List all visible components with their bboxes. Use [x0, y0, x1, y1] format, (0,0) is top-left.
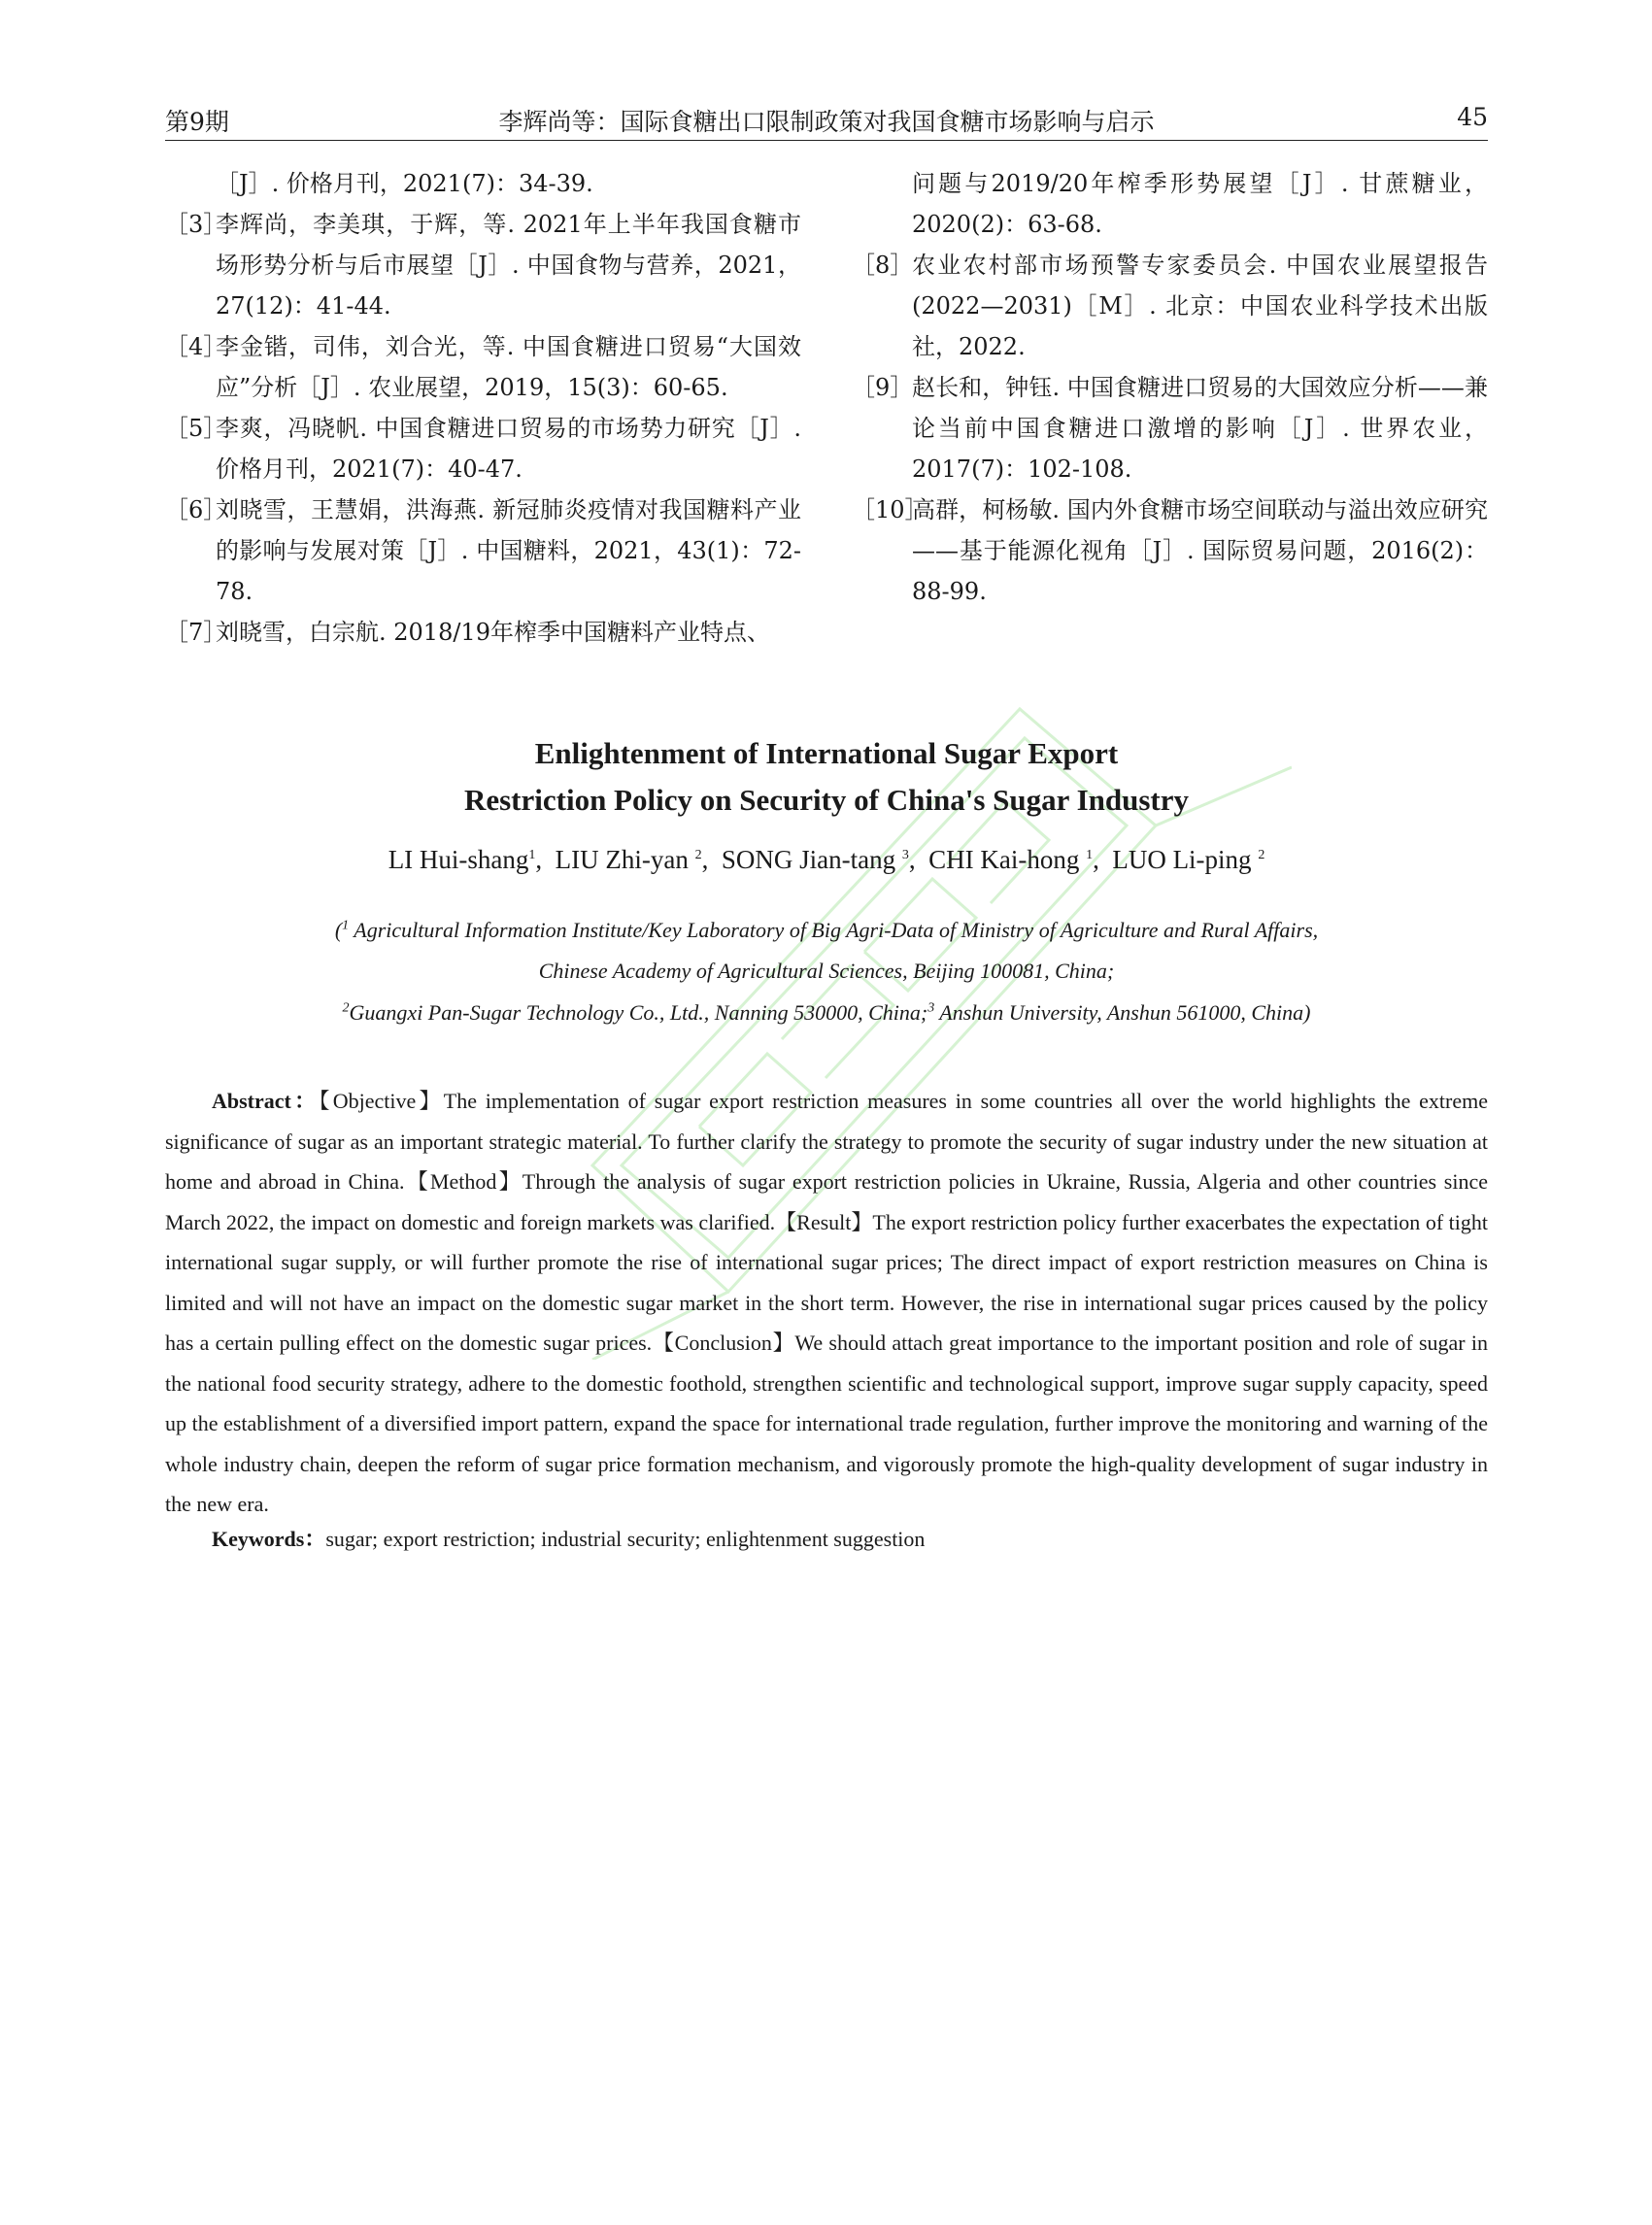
references-right-column	[852, 163, 1488, 612]
affiliation-text: Anshun University, Anshun 561000, China)	[939, 1000, 1311, 1025]
reference-item	[165, 408, 801, 489]
reference-number: ［10］	[852, 496, 928, 523]
reference-text: ［J］. 价格月刊，2021(7)：34-39.	[216, 170, 593, 197]
affiliation-text: Guangxi Pan-Sugar Technology Co., Ltd., Nanning 530000, China;	[349, 1000, 928, 1025]
reference-item	[852, 245, 1488, 367]
affiliation-mark: 3	[927, 1000, 935, 1016]
author-name: LIU Zhi-yan	[555, 845, 689, 874]
reference-number: ［5］	[165, 415, 227, 442]
running-header	[165, 97, 1488, 141]
reference-item	[165, 326, 801, 408]
affiliation-text: Agricultural Information Institute/Key Laboratory of Big Agri-Data of Ministry of Agriculture and Rural Affairs,	[354, 918, 1319, 942]
author-name: LI Hui-shang	[388, 845, 529, 874]
reference-text: 赵长和，钟钰. 中国食糖进口贸易的大国效应分析——兼论当前中国食糖进口激增的影响［J］. 世界农业，2017(7)：102-108.	[912, 374, 1488, 483]
affiliation-mark: 1	[342, 918, 350, 933]
reference-item	[852, 489, 1488, 612]
reference-item	[165, 612, 801, 653]
page-number: 45	[1457, 103, 1488, 131]
author-affiliation-mark: 2	[694, 848, 702, 862]
reference-text: 李爽，冯晓帆. 中国食糖进口贸易的市场势力研究［J］. 价格月刊，2021(7)：40-47.	[216, 415, 801, 483]
reference-number: ［9］	[852, 374, 914, 401]
issue-label: 第9期	[165, 108, 229, 136]
author-affiliation-mark: 2	[1258, 848, 1265, 862]
reference-number: ［6］	[165, 496, 227, 523]
reference-text: 问题与2019/20年榨季形势展望［J］. 甘蔗糖业，2020(2)：63-68.	[912, 170, 1488, 238]
affiliation-line	[165, 959, 1488, 984]
reference-number: ［4］	[165, 333, 227, 360]
abstract-label: Abstract：	[212, 1089, 320, 1113]
keywords-label: Keywords：	[212, 1527, 326, 1551]
reference-number: ［7］	[165, 619, 227, 646]
reference-text: 刘晓雪，王慧娟，洪海燕. 新冠肺炎疫情对我国糖料产业的影响与发展对策［J］. 中国糖料，2021，43(1)：72-78.	[216, 496, 801, 605]
abstract-text: 【Objective】The implementation of sugar export restriction measures in some countries all over the world highlights the extreme significance of sugar as an important strategic material. To further clarify the strategy to promote the security of sugar industry under the new situation at home and abroad in China.【Method】Through the analysis of sugar export restriction policies in Ukraine, Russia, Algeria and other countries since March 2022, the impact on domestic and foreign markets was clarified.【Result】The export restriction policy further exacerbates the expectation of tight international sugar supply, or will further promote the rise of international sugar prices; The direct impact of export restriction measures on China is limited and will not have an impact on the domestic sugar market in the short term. However, the rise in international sugar prices caused by the policy has a certain pulling effect on the domestic sugar prices.【Conclusion】We should attach great importance to the important position and role of sugar in the national food security strategy, adhere to the domestic foothold, strengthen scientific and technological support, improve sugar supply capacity, speed up the establishment of a diversified import pattern, expand the space for international trade regulation, further improve the monitoring and warning of the whole industry chain, deepen the reform of sugar price formation mechanism, and vigorously promote the high-quality development of sugar industry in the new era.	[165, 1089, 1488, 1516]
reference-text: 高群，柯杨敏. 国内外食糖市场空间联动与溢出效应研究——基于能源化视角［J］. 国际贸易问题，2016(2)：88-99.	[912, 496, 1488, 605]
running-title: 李辉尚等：国际食糖出口限制政策对我国食糖市场影响与启示	[498, 108, 1155, 136]
affiliation-text: Chinese Academy of Agricultural Sciences, Beijing 100081, China;	[538, 959, 1115, 983]
affiliation-line: ($^1$ Agricultural Information Institute/Key Laboratory of Big Agri-Data of Ministry of Agriculture and Rural Affairs,	[334, 918, 1319, 942]
english-title-line: Enlightenment of International Sugar Export	[534, 736, 1119, 770]
reference-number: ［8］	[852, 252, 914, 279]
reference-text: 李金锴，司伟，刘合光，等. 中国食糖进口贸易“大国效应”分析［J］. 农业展望，2019，15(3)：60-65.	[216, 333, 801, 401]
reference-item	[165, 163, 801, 204]
references-left-column	[165, 163, 801, 653]
reference-item	[165, 489, 801, 612]
author-list: LI Hui-shang$^1$, LIU Zhi-yan $^2$, SONG Jian-tang $^3$, CHI Kai-hong $^1$, LUO Li-ping $^2$	[388, 845, 1265, 874]
reference-item	[852, 163, 1488, 245]
affiliation-line	[165, 1000, 1488, 1026]
reference-text: 农业农村部市场预警专家委员会. 中国农业展望报告(2022—2031)［M］. 北京：中国农业科学技术出版社，2022.	[912, 252, 1488, 360]
reference-text: 李辉尚，李美琪，于辉，等. 2021年上半年我国食糖市场形势分析与后市展望［J］. 中国食物与营养，2021，27(12)：41-44.	[216, 211, 801, 320]
english-title	[165, 730, 1488, 824]
reference-number: ［3］	[165, 211, 227, 238]
keywords-line	[165, 1523, 1488, 1553]
author-name: LUO Li-ping	[1112, 845, 1252, 874]
author-affiliation-mark: 3	[901, 848, 909, 862]
english-title-line: Restriction Policy on Security of China's Sugar Industry	[463, 783, 1190, 817]
reference-item	[852, 367, 1488, 489]
author-name: SONG Jian-tang	[721, 845, 896, 874]
keywords-text: sugar; export restriction; industrial security; enlightenment suggestion	[325, 1527, 926, 1551]
reference-text: 刘晓雪，白宗航. 2018/19年榨季中国糖料产业特点、	[216, 619, 770, 646]
affiliation-mark: 2	[342, 1000, 350, 1016]
author-affiliation-mark: 1	[1086, 848, 1094, 862]
reference-item	[165, 204, 801, 326]
author-affiliation-mark: 1	[528, 848, 536, 862]
abstract-paragraph	[165, 1081, 1488, 1525]
author-name: CHI Kai-hong	[928, 845, 1080, 874]
